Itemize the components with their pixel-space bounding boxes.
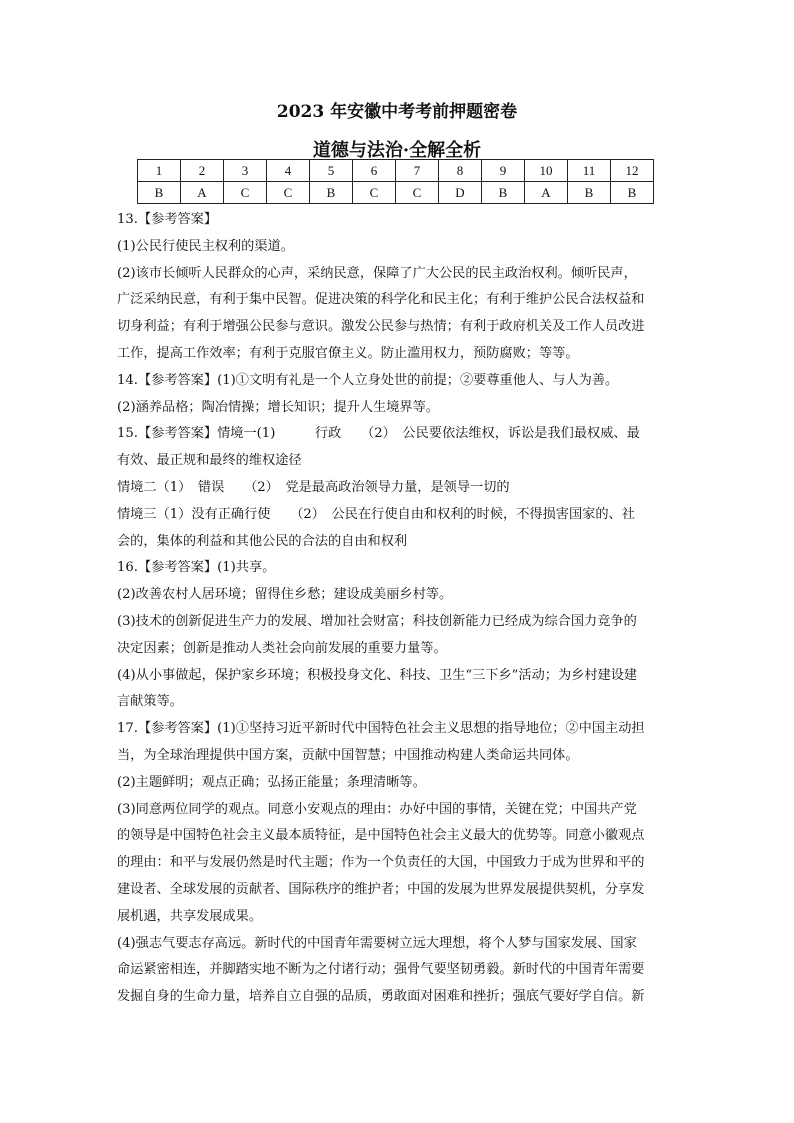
text-line: (2)主题鲜明；观点正确；弘扬正能量；条理清晰等。: [117, 774, 426, 790]
text-line: 的领导是中国特色社会主义最本质特征，是中国特色社会主义最大的优势等。同意小徽观点: [117, 828, 645, 844]
text-line: 决定因素；创新是推动人类社会向前发展的重要力量等。: [117, 640, 447, 656]
text-line: 建设者、全球发展的贡献者、国际秩序的维护者；中国的发展为世界发展提供契机，分享发: [117, 881, 645, 897]
text-line: 会的，集体的利益和其他公民的合法的自由和权利: [117, 533, 408, 549]
answer-table-number-row: [138, 160, 654, 182]
document-title: 2023 年安徽中考考前押题密卷: [276, 102, 518, 122]
question-number-cell: 12: [611, 160, 654, 182]
answer-cell: B: [611, 182, 654, 204]
text-line: (2)改善农村人居环境；留得住乡愁；建设成美丽乡村等。: [117, 587, 453, 603]
text-line: (2)涵养品格；陶冶情操；增长知识；提升人生境界等。: [117, 399, 439, 415]
answer-cell: B: [310, 182, 353, 204]
text-line: 言献策等。: [117, 694, 183, 710]
question-number-cell: 3: [224, 160, 267, 182]
q17-heading: 17.【参考答案】(1)①坚持习近平新时代中国特色社会主义思想的指导地位；②中国主动担: [117, 721, 645, 737]
text-line: (4)强志气要志存高远。新时代的中国青年需要树立远大理想，将个人梦与国家发展、国家: [117, 935, 637, 951]
text-line: (2)该市长倾听人民群众的心声，采纳民意，保障了广大公民的民主政治权利。倾听民声，: [117, 265, 637, 281]
q15-heading: 15.【参考答案】情境一(1) 行政 （2） 公民要依法维权，诉讼是我们最权威、最: [117, 426, 640, 442]
answer-cell: A: [525, 182, 568, 204]
text-line: 当，为全球治理提供中国方案，贡献中国智慧；中国推动构建人类命运共同体。: [117, 747, 579, 763]
text-line: 广泛采纳民意，有利于集中民智。促进决策的科学化和民主化；有利于维护公民合法权益和: [117, 292, 645, 308]
answer-explanations: [117, 207, 677, 1011]
answer-table: [137, 159, 654, 204]
text-line: 命运紧密相连，并脚踏实地不断为之付诸行动；强骨气要坚韧勇毅。新时代的中国青年需要: [117, 962, 645, 978]
answer-cell: B: [138, 182, 181, 204]
text-line: 工作，提高工作效率；有利于克服官僚主义。防止滥用权力，预防腐败；等等。: [117, 345, 579, 361]
question-number-cell: 9: [482, 160, 525, 182]
text-line: (1)公民行使民主权利的渠道。: [117, 238, 294, 254]
text-line: 展机遇，共享发展成果。: [117, 908, 263, 924]
question-number-cell: 10: [525, 160, 568, 182]
answer-cell: C: [396, 182, 439, 204]
question-number-cell: 7: [396, 160, 439, 182]
question-number-cell: 11: [568, 160, 611, 182]
question-number-cell: 5: [310, 160, 353, 182]
text-line: 的理由：和平与发展仍然是时代主题；作为一个负责任的大国，中国致力于成为世界和平的: [117, 855, 645, 871]
text-line: (3)技术的创新促进生产力的发展、增加社会财富；科技创新能力已经成为综合国力竞争的: [117, 613, 637, 629]
q16-heading: 16.【参考答案】(1)共享。: [117, 560, 276, 576]
question-number-cell: 8: [439, 160, 482, 182]
answer-cell: D: [439, 182, 482, 204]
document-subtitle: 道德与法治·全解全析: [312, 140, 482, 161]
text-line: 切身利益；有利于增强公民参与意识。激发公民参与热情；有利于政府机关及工作人员改进: [117, 319, 645, 335]
answer-cell: B: [568, 182, 611, 204]
text-line: (3)同意两位同学的观点。同意小安观点的理由：办好中国的事情，关键在党；中国共产党: [117, 801, 637, 817]
answer-cell: A: [181, 182, 224, 204]
text-line: 有效、最正规和最终的维权途径: [117, 453, 302, 469]
answer-cell: B: [482, 182, 525, 204]
text-line: 情境二（1） 错误 （2） 党是最高政治领导力量，是领导一切的: [117, 479, 510, 495]
answer-cell: C: [353, 182, 396, 204]
question-number-cell: 4: [267, 160, 310, 182]
answer-cell: C: [224, 182, 267, 204]
text-line: 情境三（1）没有正确行使 （2） 公民在行使自由和权利的时候，不得损害国家的、社: [117, 506, 635, 522]
text-line: (4)从小事做起，保护家乡环境；积极投身文化、科技、卫生“三下乡”活动；为乡村建设建: [117, 667, 638, 683]
q14-heading: 14.【参考答案】(1)①文明有礼是一个人立身处世的前提；②要尊重他人、与人为善。: [117, 372, 619, 388]
text-line: 发掘自身的生命力量，培养自立自强的品质，勇敢面对困难和挫折；强底气要好学自信。新: [117, 989, 645, 1005]
question-number-cell: 6: [353, 160, 396, 182]
answer-cell: C: [267, 182, 310, 204]
answer-table-answer-row: [138, 182, 654, 204]
q13-heading: 13.【参考答案】: [117, 212, 218, 227]
question-number-cell: 2: [181, 160, 224, 182]
question-number-cell: 1: [138, 160, 181, 182]
